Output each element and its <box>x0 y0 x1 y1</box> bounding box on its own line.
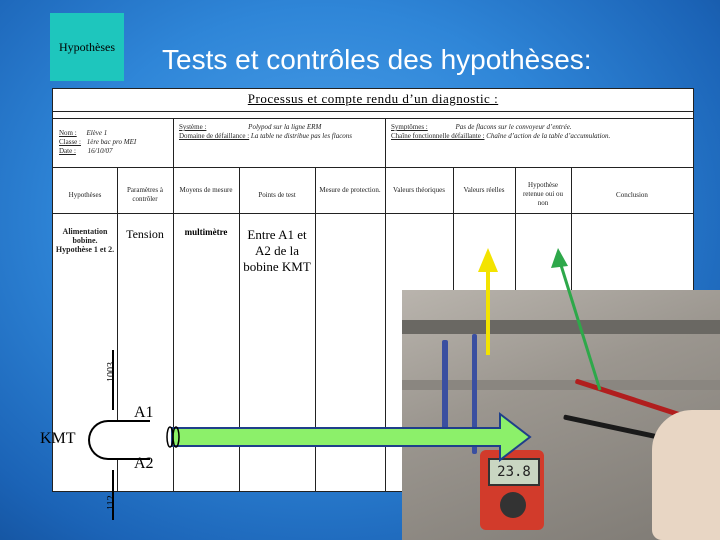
systeme-value: Polypod sur la ligne ERM <box>248 123 322 131</box>
hypotheses-label: Hypothèses <box>59 40 115 54</box>
header-hypothese-retenue: Hypothèse retenue oui ou non <box>522 181 564 207</box>
date-label: Date : <box>59 147 76 155</box>
header-points: Points de test <box>258 191 296 199</box>
wire-label-1003: 1003 <box>106 362 117 382</box>
chaine-value: Chaîne d’action de la table d’accumulation. <box>486 132 611 140</box>
header-moyens: Moyens de mesure <box>179 186 233 194</box>
terminal-a1-label: A1 <box>134 404 154 421</box>
systeme-label: Système : <box>179 123 207 131</box>
page-title: Tests et contrôles des hypothèses: <box>162 44 592 75</box>
terminal-a2-label: A2 <box>134 455 154 472</box>
symptomes-value: Pas de flacons sur le convoyeur d’entrée. <box>455 123 572 131</box>
header-parametres: Paramètres à contrôler <box>127 186 163 203</box>
nom-label: Nom : <box>59 129 77 137</box>
pointer-arrow-yellow <box>478 248 498 355</box>
wire-label-112: 112 <box>106 495 117 510</box>
date-value: 16/10/07 <box>87 147 113 155</box>
classe-value: 1ère bac pro MEI <box>86 138 137 146</box>
cell-hypothesis: Alimentation bobine. Hypothèse 1 et 2. <box>55 227 115 254</box>
header-valeurs-reelles: Valeurs réelles <box>463 186 505 194</box>
cell-test-points: Entre A1 et A2 de la bobine KMT <box>243 227 311 274</box>
coil-label: KMT <box>40 430 76 447</box>
cell-means: multimètre <box>184 227 228 237</box>
multimeter-display: 23.8 <box>488 458 540 486</box>
domaine-label: Domaine de défaillance : <box>179 132 250 140</box>
classe-label: Classe : <box>59 138 81 146</box>
sheet-title: Processus et compte rendu d’un diagnostic : <box>247 91 499 106</box>
nom-value: Elève 1 <box>86 129 108 137</box>
header-conclusion: Conclusion <box>616 191 648 199</box>
symptomes-label: Symptômes : <box>391 123 428 131</box>
header-protection: Mesure de protection. <box>319 186 381 194</box>
pointer-arrow-green <box>551 248 600 390</box>
header-hypotheses: Hypothèses <box>68 191 102 199</box>
cell-parameter: Tension <box>126 227 164 241</box>
chaine-label: Chaîne fonctionnelle défaillante : <box>391 132 485 140</box>
arrow-to-photo <box>172 414 530 460</box>
domaine-value: La table ne distribue pas les flacons <box>250 132 353 140</box>
header-valeurs-theoriques: Valeurs théoriques <box>393 186 445 194</box>
